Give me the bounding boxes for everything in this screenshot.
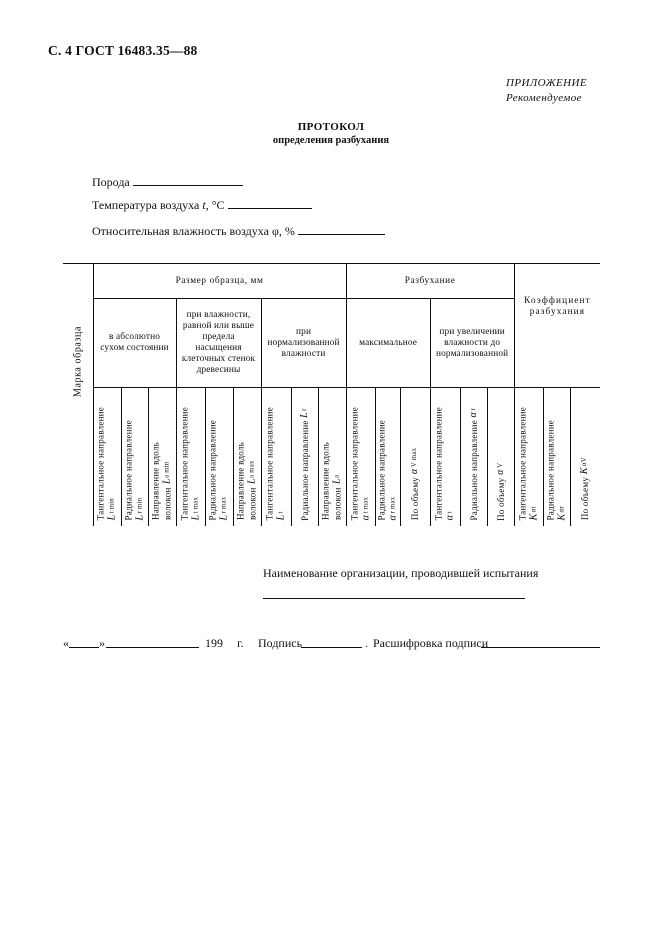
header-line xyxy=(107,407,119,520)
quantity-subscript: r xyxy=(300,407,308,411)
column-label: Радиальное направление xyxy=(123,420,133,521)
column-label-continued: волокон xyxy=(247,487,258,521)
page-reference: С. 4 ГОСТ 16483.35—88 xyxy=(48,43,198,58)
signature-blank-line xyxy=(301,647,362,648)
coefficient-group-header: Коэффициент разбухания xyxy=(514,264,600,388)
quantity-symbol: α xyxy=(387,515,399,521)
column-header-tangential-min xyxy=(93,388,121,526)
size-group-header: Размер образца, мм xyxy=(93,264,346,299)
column-label: Направление вдоль xyxy=(235,442,246,521)
quantity-symbol: α xyxy=(409,468,421,475)
organization-label: Наименование организации, проводившей испытания xyxy=(263,566,539,580)
quantity-subscript: r max xyxy=(220,496,228,514)
quantity-symbol: L xyxy=(161,479,173,485)
column-header-coefficient-volumetric xyxy=(570,388,600,526)
rotated-header-text xyxy=(468,408,480,521)
header-line xyxy=(332,442,344,520)
column-header-swelling-tangential xyxy=(430,388,460,526)
header-line xyxy=(579,457,591,520)
temperature-label: Температура воздуха xyxy=(92,198,203,212)
quantity-subscript: t xyxy=(446,511,454,514)
column-header-radial-min xyxy=(121,388,148,526)
header-line xyxy=(468,408,480,521)
column-label-continued: волокон xyxy=(332,487,343,521)
quantity-subscript: V xyxy=(496,462,504,468)
column-label: Тангентальное направление xyxy=(264,407,275,521)
year-prefix: 199 xyxy=(205,636,223,650)
header-line xyxy=(556,420,568,520)
column-header-swelling-volumetric-max xyxy=(400,388,430,526)
header-line xyxy=(162,442,174,520)
quantity-subscript: a xyxy=(333,474,341,479)
quantity-symbol: L xyxy=(106,514,118,521)
quantity-symbol: K xyxy=(528,513,540,521)
species-field xyxy=(92,175,243,189)
title-main: ПРОТОКОЛ xyxy=(297,121,365,133)
humidity-symbol: φ xyxy=(271,224,279,238)
temperature-unit: , °C xyxy=(205,198,225,212)
column-header-tangential-normalized xyxy=(261,388,291,526)
column-label: Тангентальное направление xyxy=(517,407,528,521)
rotated-header-text xyxy=(409,448,421,520)
decoding-blank-line xyxy=(481,647,600,648)
column-label: Радиальное направление xyxy=(207,420,218,521)
temperature-field xyxy=(92,198,312,212)
rotated-header-text xyxy=(321,442,344,520)
rotated-header-text xyxy=(236,442,259,520)
appendix-note xyxy=(506,76,587,106)
humidity-unit: , % xyxy=(278,224,295,238)
column-label: Тангентальное направление xyxy=(179,407,189,521)
year-suffix: г. xyxy=(237,636,244,650)
quantity-symbol: K xyxy=(579,467,591,475)
quantity-symbol: L xyxy=(218,514,230,521)
header-line xyxy=(360,407,372,520)
humidity-field xyxy=(92,224,385,238)
column-header-radial-max xyxy=(205,388,233,526)
rotated-header-text xyxy=(579,457,591,520)
header-line xyxy=(276,407,288,520)
header-line xyxy=(134,420,146,520)
column-header-longitudinal-min xyxy=(148,388,176,526)
column-label: Радиальное направление xyxy=(545,420,556,521)
column-header-longitudinal-max xyxy=(233,388,261,526)
quantity-symbol: L xyxy=(331,479,343,485)
quantity-subscript: a max xyxy=(248,460,256,479)
header-line xyxy=(387,420,399,520)
rotated-header-text xyxy=(434,407,457,520)
quantity-subscript: r min xyxy=(136,497,143,514)
signature-decoding-label: Расшифровка подписи xyxy=(373,636,489,650)
signature-label: Подпись xyxy=(258,636,303,650)
column-header-coefficient-radial xyxy=(543,388,570,526)
column-label: Радиальное направление xyxy=(299,420,310,521)
day-blank-line xyxy=(69,647,99,648)
quantity-subscript: αr xyxy=(558,506,566,513)
subgroup-to-normalized: при увеличении влажности до нормализованной xyxy=(430,299,514,388)
quantity-subscript: a min xyxy=(163,461,171,479)
quantity-subscript: r xyxy=(469,408,477,411)
column-label: Радиальное направление xyxy=(376,420,387,521)
header-line xyxy=(299,408,311,521)
rotated-header-text xyxy=(208,420,231,520)
rotated-header-text xyxy=(179,407,202,520)
column-label: Направление вдоль xyxy=(150,442,161,521)
species-label: Порода xyxy=(92,175,130,189)
column-label: Тангентальное направление xyxy=(433,407,444,521)
quantity-symbol: L xyxy=(246,479,258,485)
quantity-subscript: t max xyxy=(192,497,199,514)
column-header-swelling-radial-max xyxy=(375,388,400,526)
date-close-quote: » xyxy=(99,636,105,650)
column-header-coefficient-tangential xyxy=(514,388,543,526)
appendix-title: ПРИЛОЖЕНИЕ xyxy=(506,77,587,89)
subgroup-maximum: максимальное xyxy=(346,299,430,388)
signature-separator: . xyxy=(365,636,368,650)
protocol-table xyxy=(63,263,600,526)
header-line xyxy=(495,463,507,521)
rotated-header-text xyxy=(151,442,174,520)
quantity-symbol: L xyxy=(190,514,201,521)
rotated-header-text xyxy=(545,420,568,520)
species-blank-line xyxy=(133,185,243,186)
header-line xyxy=(247,442,259,520)
temperature-symbol: t xyxy=(202,198,206,212)
quantity-subscript: αt xyxy=(530,506,538,513)
rotated-header-text xyxy=(299,408,311,521)
quantity-symbol: α xyxy=(467,411,479,418)
title-subtitle: определения разбухания xyxy=(272,135,390,146)
quantity-symbol: α xyxy=(444,515,456,521)
header-line xyxy=(445,407,457,520)
column-label: Тангентальное направление xyxy=(95,407,106,521)
quantity-subscript: V max xyxy=(411,448,419,468)
rotated-header-text xyxy=(96,407,119,520)
header-line xyxy=(528,407,540,520)
column-label: По объему xyxy=(495,477,506,521)
header-line xyxy=(190,407,202,520)
quantity-subscript: t xyxy=(277,511,285,514)
rotated-header-text xyxy=(265,407,288,520)
quantity-symbol: L xyxy=(298,411,310,418)
rotated-header-text xyxy=(517,407,540,520)
rotated-header-text xyxy=(376,420,399,520)
humidity-label: Относительная влажность воздуха xyxy=(92,224,272,238)
specimen-mark-header xyxy=(63,264,93,526)
quantity-subscript: t max xyxy=(362,497,370,514)
column-label: По объему xyxy=(410,477,421,521)
column-header-longitudinal-normalized xyxy=(318,388,346,526)
quantity-subscript: αV xyxy=(581,457,589,467)
rotated-header-text xyxy=(349,407,372,520)
date-open-quote: « xyxy=(63,636,69,650)
column-header-swelling-radial xyxy=(460,388,487,526)
subgroup-normalized-moisture: при нормализованной влажности xyxy=(261,299,346,388)
column-label: По объему xyxy=(580,477,591,521)
rotated-header-text xyxy=(495,463,507,521)
swelling-group-header: Разбухание xyxy=(346,264,514,299)
column-label: Тангентальное направление xyxy=(349,407,360,521)
column-header-tangential-max xyxy=(176,388,205,526)
humidity-blank-line xyxy=(298,234,385,235)
quantity-symbol: L xyxy=(275,514,287,521)
quantity-symbol: K xyxy=(556,513,568,521)
column-header-radial-normalized xyxy=(291,388,318,526)
month-blank-line xyxy=(106,647,199,648)
header-line xyxy=(219,420,231,520)
column-label-continued: волокон xyxy=(162,487,173,521)
protocol-title xyxy=(180,120,482,147)
specimen-mark-label: Марка образца xyxy=(72,326,84,398)
quantity-symbol: α xyxy=(494,468,506,475)
header-line xyxy=(409,448,421,520)
column-header-swelling-volumetric xyxy=(487,388,514,526)
column-header-swelling-tangential-max xyxy=(346,388,375,526)
temperature-blank-line xyxy=(228,208,312,209)
rotated-header-text xyxy=(123,420,146,520)
quantity-subscript: r max xyxy=(389,497,397,514)
column-label: Направление вдоль xyxy=(320,442,331,521)
subgroup-absolutely-dry: в абсолютно сухом состоянии xyxy=(93,299,176,388)
appendix-status: Рекомендуемое xyxy=(506,92,582,104)
quantity-symbol: α xyxy=(360,515,372,521)
quantity-subscript: t min xyxy=(108,498,116,514)
organization-blank-line xyxy=(263,598,525,599)
column-label: Радиальное направление xyxy=(468,420,479,521)
quantity-symbol: L xyxy=(134,514,145,521)
subgroup-fiber-saturation: при влажности, равной или выше предела насыщения клеточных стенок древесины xyxy=(176,299,261,388)
